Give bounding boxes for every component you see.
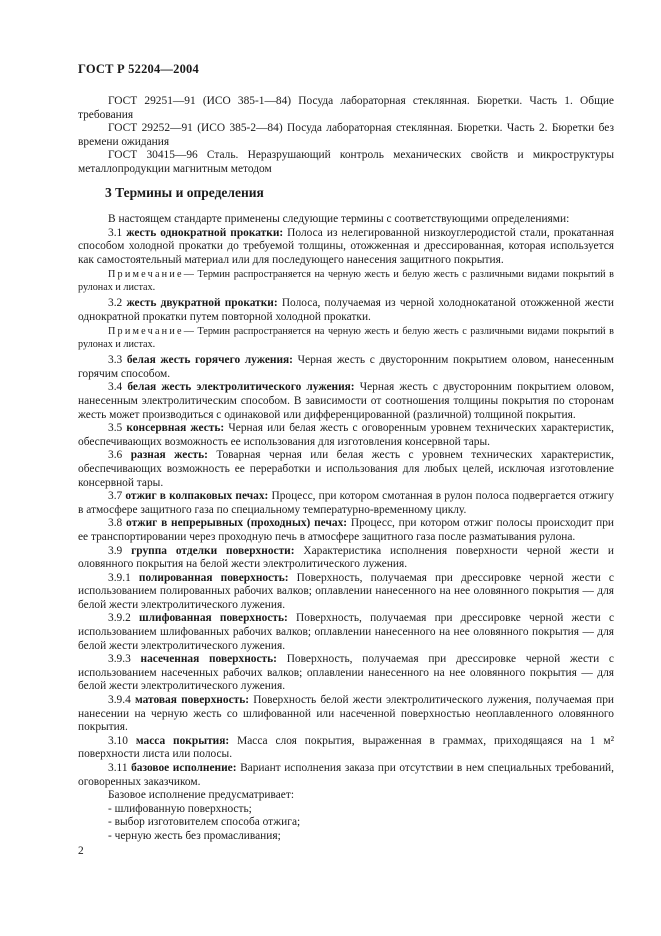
document-header: ГОСТ Р 52204—2004: [78, 62, 199, 76]
term-name: масса покрытия:: [135, 734, 230, 747]
intro-paragraph: В настоящем стандарте применены следующие термины с соответствующими определениями:: [108, 213, 570, 225]
page-number: 2: [78, 845, 84, 857]
reference-item: ГОСТ 30415—96 Сталь. Неразрушающий контроль механических свойств и микроструктуры металлопродукции магнитным методом: [78, 149, 614, 175]
term-3-9: 3.9 группа отделки поверхности: Характеристика исполнения поверхности черной жести и оловянного покрытия на белой жести электролитического лужения.: [78, 544, 614, 571]
term-name: белая жесть горячего лужения:: [126, 354, 293, 367]
reference-item: ГОСТ 29251—91 (ИСО 385-1—84) Посуда лабораторная стеклянная. Бюретки. Часть 1. Общие требования: [78, 95, 614, 121]
term-3-9-1: 3.9.1 полированная поверхность: Поверхность, получаемая при дрессировке черной жести с использованием полированных рабочих валков; оплавлении нанесенного на нее оловянного покрытия — для белой жести электролитического лужения.: [78, 571, 614, 611]
term-3-7: 3.7 отжиг в колпаковых печах: Процесс, при котором смотанная в рулон полоса подвергается отжигу в атмосфере защитного газа по специальному температурно-временному циклу.: [78, 490, 614, 516]
term-name: группа отделки поверхности:: [131, 544, 295, 557]
note: Примечание— Термин распространяется на черную жесть и белую жесть с различными видами покрытий в рулонах и листах.: [78, 269, 614, 293]
terms-section: [78, 213, 614, 844]
term-name: белая жесть электролитического лужения:: [127, 381, 355, 394]
term-3-1: 3.1 жесть однократной прокатки: Полоса из нелегированной низкоуглеродистой стали, прокатанная способом холодной прокатки до требуемой толщины, отожженная и дрессированная, которая используется как самостоятельный материал или для последующего нанесения защитного покрытия.: [78, 226, 614, 266]
term-name: разная жесть:: [130, 449, 208, 462]
term-3-6: 3.6 разная жесть: Товарная черная или белая жесть с уровнем технических характеристик, обеспечивающих возможность ее переработки и использования для любых целей, исключая изготовление консервной тары.: [78, 449, 614, 489]
list-item: - шлифованную поверхность;: [108, 802, 252, 815]
term-3-3: 3.3 белая жесть горячего лужения: Черная жесть с двусторонним покрытием оловом, нанесенным горячим способом.: [78, 354, 614, 380]
base-intro: Базовое исполнение предусматривает:: [108, 789, 295, 802]
term-3-9-4: 3.9.4 матовая поверхность: Поверхность белой жести электролитического лужения, получаемая при нанесении на черную жесть со шлифованной или насеченной поверхностью неоплавленного оловянного покрытия.: [78, 694, 614, 734]
term-3-9-2: 3.9.2 шлифованная поверхность: Поверхность, получаемая при дрессировке черной жести с использованием шлифованных рабочих валков; оплавлении нанесенного на нее оловянного покрытия — для белой жести электролитического лужения.: [78, 612, 614, 652]
term-name: жесть двукратной прокатки:: [126, 297, 278, 310]
term-3-8: 3.8 отжиг в непрерывных (проходных) печах: Процесс, при котором отжиг полосы происходит при ее транспортировании через проходную печь в атмосфере защитного газа после разматывания рулона.: [78, 517, 614, 543]
term-3-11: 3.11 базовое исполнение: Вариант исполнения заказа при отсутствии в нем специальных требований, оговоренных заказчиком.: [78, 762, 614, 788]
base-list: [78, 803, 614, 844]
term-name: матовая поверхность:: [134, 694, 250, 707]
term-name: консервная жесть:: [126, 422, 225, 435]
normative-references: [78, 95, 614, 177]
term-3-9-3: 3.9.3 насеченная поверхность: Поверхность, получаемая при дрессировке черной жести с использованием насеченных рабочих валков; оплавлении нанесенного на нее оловянного покрытия — для белой жести электролитического лужения.: [78, 653, 614, 693]
section-heading: 3 Термины и определения: [105, 185, 264, 200]
term-name: отжиг в непрерывных (проходных) печах:: [126, 517, 348, 530]
term-name: насеченная поверхность:: [140, 653, 277, 666]
term-name: шлифованная поверхность:: [139, 612, 288, 625]
term-name: базовое исполнение:: [131, 762, 237, 774]
list-item: - черную жесть без промасливания;: [108, 829, 281, 842]
reference-item: ГОСТ 29252—91 (ИСО 385-2—84) Посуда лабораторная стеклянная. Бюретки. Часть 2. Бюретки без времени ожидания: [78, 122, 614, 148]
term-name: отжиг в колпаковых печах:: [125, 490, 269, 503]
term-3-2: 3.2 жесть двукратной прокатки: Полоса, получаемая из черной холоднокатаной отожженной жести однократной прокатки путем повторной холодной прокатки.: [78, 297, 614, 323]
term-name: полированная поверхность:: [138, 571, 289, 584]
term-name: жесть однократной прокатки:: [126, 226, 284, 239]
term-3-4: 3.4 белая жесть электролитического лужения: Черная жесть с двусторонним покрытием оловом, нанесенным электролитическим способом. В зависимости от соотношения толщины покрытия по сторонам жесть может производиться с одинаковой или дифференцированной (различной) толщиной покрытия.: [78, 381, 614, 421]
list-item: - выбор изготовителем способа отжига;: [108, 816, 301, 829]
term-3-5: 3.5 консервная жесть: Черная или белая жесть с оговоренным уровнем технических характеристик, обеспечивающих возможность ее использования для изготовления консервной тары.: [78, 422, 615, 448]
note: Примечание— Термин распространяется на черную жесть и белую жесть с различными видами покрытий в рулонах и листах.: [78, 326, 614, 350]
term-3-10: 3.10 масса покрытия: Масса слоя покрытия, выраженная в граммах, приходящаяся на 1 м² поверхности листа или полосы.: [78, 734, 615, 761]
